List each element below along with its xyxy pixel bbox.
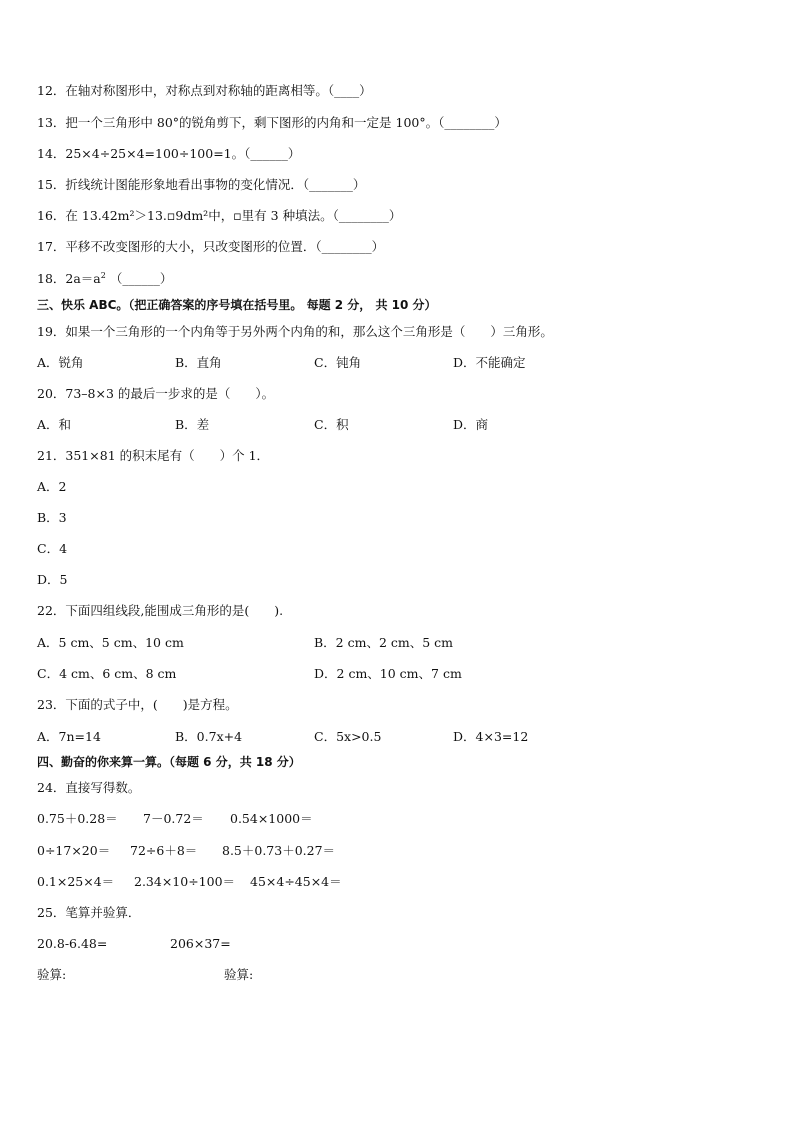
question-text: 2a＝a	[65, 271, 101, 286]
option-a[interactable]: A．2	[37, 479, 67, 494]
option-c[interactable]: C．4	[37, 541, 68, 556]
question-23: 23．下面的式子中，( )是方程。	[37, 697, 238, 712]
option-d[interactable]: D．2 cm、10 cm、7 cm	[314, 666, 462, 681]
answer-blank[interactable]: （________）	[438, 115, 507, 130]
option-a[interactable]: A．锐角	[37, 355, 84, 370]
question-18	[37, 271, 172, 287]
question-text: 折线统计图能形象地看出事物的变化情况．	[65, 177, 303, 192]
question-number: 15．	[37, 177, 66, 192]
question-number: 14．	[37, 146, 66, 161]
question-15	[37, 177, 365, 193]
option-c[interactable]: C．4 cm、6 cm、8 cm	[37, 666, 177, 681]
calc-item: 2.34×10÷100＝	[134, 874, 236, 889]
answer-blank[interactable]: （______）	[109, 271, 173, 286]
option-d[interactable]: D．不能确定	[453, 355, 526, 370]
calc-item: 8.5＋0.73＋0.27＝	[222, 843, 336, 858]
calc-item: 0÷17×20＝	[37, 843, 111, 858]
option-c[interactable]: C．积	[314, 417, 349, 432]
answer-blank[interactable]: （_______）	[302, 177, 366, 192]
option-b[interactable]: B．0.7x+4	[175, 729, 243, 744]
question-text: 在轴对称图形中，对称点到对称轴的距离相等。	[65, 83, 328, 98]
question-13	[37, 115, 507, 131]
option-a[interactable]: A．5 cm、5 cm、10 cm	[37, 635, 184, 650]
section-4-title: 四、勤奋的你来算一算。（每题 6 分，共 18 分）	[37, 755, 301, 769]
calc-item: 206×37=	[170, 936, 231, 951]
question-17	[37, 239, 384, 255]
answer-blank[interactable]: （________）	[332, 208, 402, 223]
calc-item: 0.75＋0.28＝	[37, 811, 118, 826]
calc-item: 45×4÷45×4＝	[250, 874, 342, 889]
option-b[interactable]: B．差	[175, 417, 210, 432]
question-19: 19．如果一个三角形的一个内角等于另外两个内角的和，那么这个三角形是（ ）三角形。	[37, 324, 553, 339]
calc-item: 20.8-6.48=	[37, 936, 108, 951]
question-16	[37, 208, 401, 224]
question-text: 把一个三角形中 80°的锐角剪下，剩下图形的内角和一定是 100°。	[65, 115, 439, 130]
question-21: 21．351×81 的积末尾有（ ）个 1．	[37, 448, 270, 463]
question-text: 平移不改变图形的大小，只改变图形的位置．	[65, 239, 316, 254]
check-label: 验算:	[224, 967, 254, 982]
question-text: 25×4÷25×4=100÷100=1。	[65, 146, 245, 161]
option-a[interactable]: A．和	[37, 417, 72, 432]
section-3-title: 三、快乐 ABC。（把正确答案的序号填在括号里。 每题 2 分， 共 10 分）	[37, 298, 437, 312]
option-b[interactable]: B．3	[37, 510, 67, 525]
option-a[interactable]: A．7n=14	[37, 729, 101, 744]
question-25: 25．笔算并验算．	[37, 905, 141, 920]
question-12	[37, 83, 372, 99]
question-24: 24．直接写得数。	[37, 780, 141, 795]
option-d[interactable]: D．4×3=12	[453, 729, 529, 744]
option-b[interactable]: B．2 cm、2 cm、5 cm	[314, 635, 454, 650]
option-c[interactable]: C．5x>0.5	[314, 729, 382, 744]
option-c[interactable]: C．钝角	[314, 355, 362, 370]
superscript: 2	[100, 270, 106, 280]
question-number: 13．	[37, 115, 66, 130]
calc-item: 7－0.72＝	[143, 811, 204, 826]
question-number: 16．	[37, 208, 66, 223]
answer-blank[interactable]: （____）	[327, 83, 372, 98]
option-b[interactable]: B．直角	[175, 355, 222, 370]
option-d[interactable]: D．商	[453, 417, 489, 432]
calc-item: 0.1×25×4＝	[37, 874, 115, 889]
question-text: 在 13.42m²＞13.▫9dm²中，▫里有 3 种填法。	[65, 208, 333, 223]
question-number: 12．	[37, 83, 66, 98]
option-d[interactable]: D．5	[37, 572, 68, 587]
calc-item: 72÷6＋8＝	[130, 843, 198, 858]
answer-blank[interactable]: （______）	[244, 146, 301, 161]
calc-item: 0.54×1000＝	[230, 811, 313, 826]
question-22: 22．下面四组线段,能围成三角形的是( ).	[37, 603, 284, 618]
question-14	[37, 146, 300, 162]
question-number: 17．	[37, 239, 66, 254]
check-label: 验算:	[37, 967, 67, 982]
answer-blank[interactable]: （________）	[315, 239, 385, 254]
question-20: 20．73–8×3 的最后一步求的是（ ）。	[37, 386, 275, 401]
question-number: 18．	[37, 271, 66, 286]
